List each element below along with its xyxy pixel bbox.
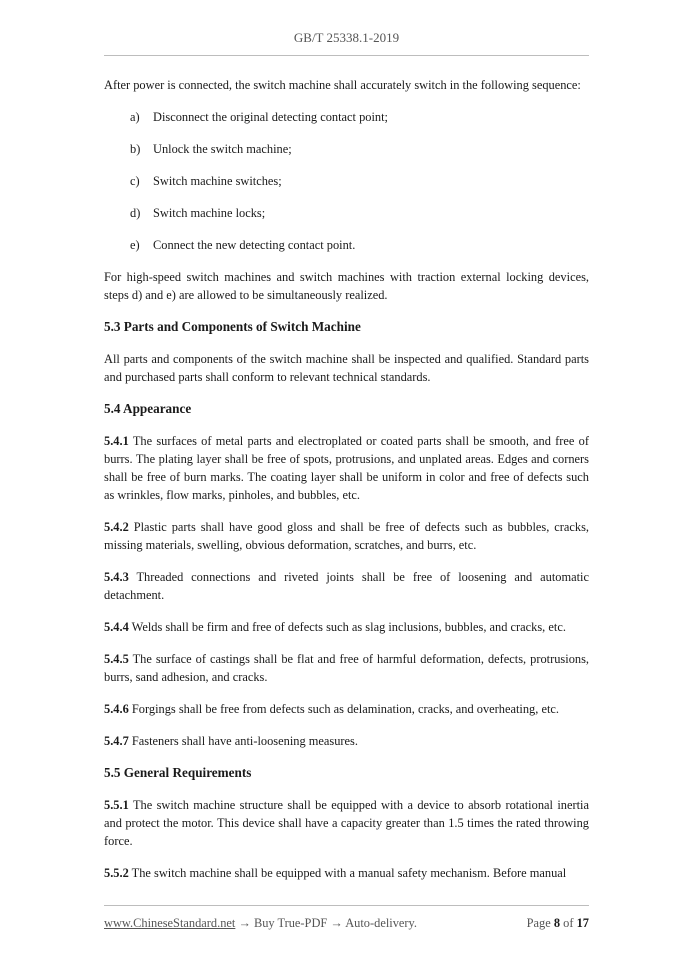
clause-paragraph <box>104 700 589 718</box>
intro-paragraph: After power is connected, the switch machine shall accurately switch in the following sequence: <box>104 78 581 92</box>
list-item-text: Switch machine switches; <box>153 174 282 188</box>
page-total: 17 <box>576 916 589 930</box>
clause-number: 5.4.4 <box>104 620 129 634</box>
list-item <box>104 236 589 254</box>
list-item-text: Disconnect the original detecting contact point; <box>153 110 389 124</box>
list-item-label: e) <box>130 238 140 252</box>
arrow-right-icon: → <box>330 916 343 930</box>
clause-text: The surface of castings shall be flat and free of harmful deformation, defects, protrusions, burrs, sand adhesion, and cracks. <box>104 652 590 684</box>
clause-text: Plastic parts shall have good gloss and shall be free of defects such as bubbles, cracks, missing materials, swelling, obvious deformation, scratches, and burrs, etc. <box>104 520 589 552</box>
of-word: of <box>563 916 574 930</box>
header-divider <box>104 55 589 56</box>
sequence-list <box>104 108 589 254</box>
section-paragraph: All parts and components of the switch machine shall be inspected and qualified. Standard parts and purchased parts shall conform to relevant technical standards. <box>104 352 589 384</box>
clause-number: 5.4.2 <box>104 520 129 534</box>
page-number: 8 <box>553 916 561 930</box>
section-heading: 5.4 Appearance <box>104 401 192 416</box>
list-item <box>104 108 589 126</box>
clause-text: Threaded connections and riveted joints shall be free of loosening and automatic detachment. <box>104 570 590 602</box>
auto-delivery-text: Auto-delivery. <box>345 916 418 930</box>
clause-paragraph <box>104 864 589 882</box>
clause-text: The switch machine structure shall be equipped with a device to absorb rotational inertia and protect the motor. This device shall have a capacity greater than 1.5 times the rated throwing force. <box>104 798 589 848</box>
list-item-label: d) <box>130 206 141 220</box>
page-word: Page <box>526 916 551 930</box>
clause-text: Welds shall be firm and free of defects such as slag inclusions, bubbles, and cracks, etc. <box>131 620 566 634</box>
list-item-text: Unlock the switch machine; <box>153 142 292 156</box>
clause-paragraph <box>104 796 589 850</box>
list-item-text: Connect the new detecting contact point. <box>153 238 356 252</box>
footer-divider <box>104 905 589 906</box>
page-header: GB/T 25338.1-2019 <box>293 30 400 45</box>
clause-number: 5.4.7 <box>104 734 129 748</box>
clause-number: 5.5.2 <box>104 866 129 880</box>
site-link[interactable]: www.ChineseStandard.net <box>104 916 236 930</box>
clause-number: 5.4.3 <box>104 570 129 584</box>
clause-paragraph <box>104 568 589 604</box>
sequence-note: For high-speed switch machines and switch machines with traction external locking devices, steps d) and e) are allowed to be simultaneously realized. <box>104 270 589 302</box>
buy-pdf-text: Buy True-PDF <box>253 916 328 930</box>
list-item <box>104 140 589 158</box>
clause-paragraph <box>104 732 589 750</box>
clause-text: Forgings shall be free from defects such as delamination, cracks, and overheating, etc. <box>131 702 559 716</box>
footer-promo <box>104 916 417 931</box>
clause-text: Fasteners shall have anti-loosening measures. <box>131 734 358 748</box>
list-item-text: Switch machine locks; <box>153 206 266 220</box>
document-body <box>104 76 589 896</box>
arrow-right-icon: → <box>238 916 251 930</box>
list-item-label: a) <box>130 110 140 124</box>
list-item-label: c) <box>130 174 140 188</box>
section-heading: 5.5 General Requirements <box>104 765 252 780</box>
list-item-label: b) <box>130 142 141 156</box>
clause-paragraph <box>104 518 589 554</box>
page-indicator <box>527 916 589 931</box>
list-item <box>104 204 589 222</box>
clause-paragraph <box>104 432 589 504</box>
clause-number: 5.4.1 <box>104 434 129 448</box>
clause-number: 5.5.1 <box>104 798 129 812</box>
clause-number: 5.4.6 <box>104 702 129 716</box>
section-heading: 5.3 Parts and Components of Switch Machine <box>104 319 361 334</box>
page-footer <box>104 916 589 931</box>
clause-text: The switch machine shall be equipped with a manual safety mechanism. Before manual <box>131 866 567 880</box>
clause-text: The surfaces of metal parts and electroplated or coated parts shall be smooth, and free of burrs. The plating layer shall be free of spots, protrusions, and unplated areas. Edges and corners shall be free of burn marks. The coating layer shall be uniform in color and free of defects such as wrinkles, flow marks, pinholes, and bubbles, etc. <box>104 434 589 502</box>
clause-paragraph <box>104 618 589 636</box>
clause-number: 5.4.5 <box>104 652 129 666</box>
clause-paragraph <box>104 650 589 686</box>
list-item <box>104 172 589 190</box>
